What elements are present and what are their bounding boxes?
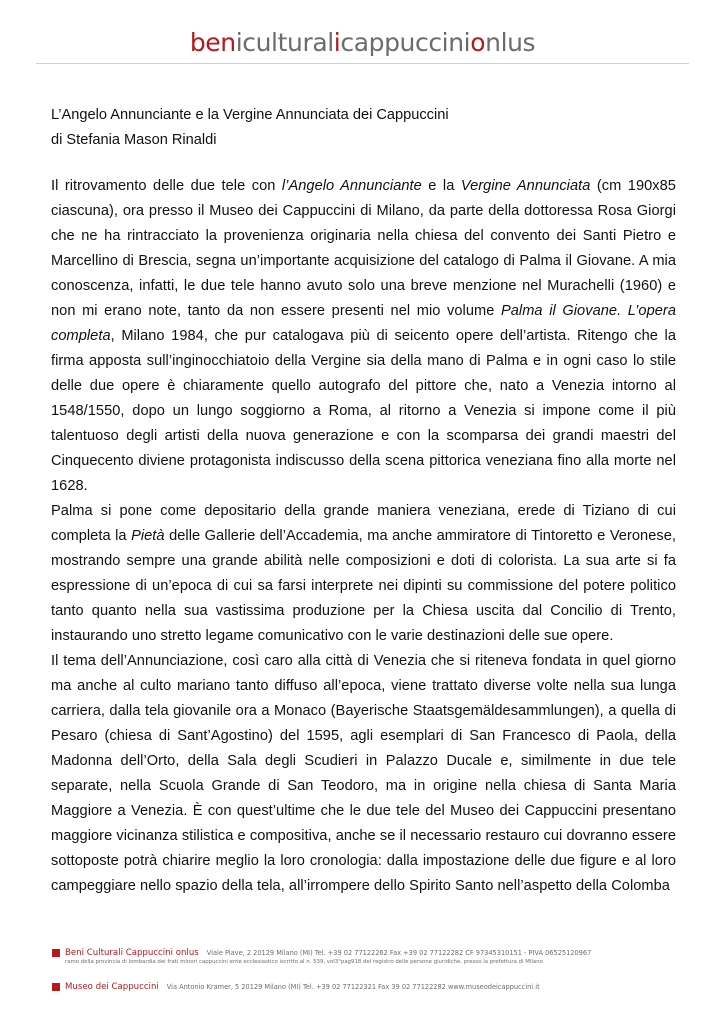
paragraph-text: Il tema dell’Annunciazione, così caro alla città di Venezia che si riteneva fondata in quel giorno ma anche al culto mariano tanto diffuso all’epoca, viene trattato diverse volte nella sua lunga carriera, dalla tela giovanile ora a Monaco (Bayerische Staatsgemäldesammlungen), a quella di Pesaro (chiesa di Sant’Agostino) del 1595, agli esemplari di San Francesco di Paola, della Madonna dell’Orto, della Sala degli Scudieri in Palazzo Ducale e, similmente in due tele separate, nella Scuola Grande di San Teodoro, ma in origine nella chiesa di Santa Maria Maggiore a Venezia. È con quest’ultime che le due tele del Museo dei Cappuccini presentano maggiore vicinanza stilistica e compositiva, anche se il necessario restauro cui dovranno essere sottoposte potrà chiarire meglio la loro cronologia: dalla impostazione delle due figure e al loro campeggiare nello spazio della tela, all’irrompere dello Spirito Santo nell’aspetto della Colomba [51,653,676,894]
paragraph-text: Il ritrovamento delle due tele con [51,178,282,194]
footer-org1-registration: ramo della provincia di lombardia dei frati minori cappuccini ente ecclesiastico iscritto al n. 539, vol3°pag918 del registro delle persone giuridiche, presso la prefettura di Milano [65,959,543,965]
footer [52,948,692,992]
footer-org1-details: Viale Piave, 2 20129 Milano (MI) Tel. +39 02 77122262 Fax +39 02 77122282 CF 97345310151 - PIVA 06525120967 [206,949,592,957]
header-divider [36,63,689,64]
body-paragraph [51,499,676,649]
footer-org2-name: Museo dei Cappuccini [65,982,159,992]
document-author: di Stefania Mason Rinaldi [51,132,217,148]
red-square-bullet-icon [52,949,60,957]
organization-logo [0,28,725,58]
footer-org2 [52,982,692,992]
paragraph-text: (cm 190x85 ciascuna), ora presso il Museo dei Cappuccini di Milano, da parte della dottoressa Rosa Giorgi che ne ha rintracciato la provenienza originaria nella chiesa del convento dei Santi Pietro e Marcellino di Brescia, segna un’importante acquisizione del catalogo di Palma il Giovane. A mia conoscenza, infatti, le due tele hanno avuto solo una breve menzione nel Murachelli (1960) e non mi erano note, tanto da non essere presenti nel mio volume [51,178,676,319]
italic-title-text: l’Angelo Annunciante [281,178,422,194]
red-square-bullet-icon [52,983,60,991]
logo-segment: cultural [242,28,334,57]
paragraph-text: e la [421,178,461,194]
footer-org2-details: Via Antonio Kramer, 5 20129 Milano (MI) Tel. +39 02 77122321 Fax 39 02 77122282 www.museodeicappuccini.it [166,983,540,991]
body-paragraph [51,649,676,899]
italic-title-text: Pietà [131,528,165,544]
paragraph-text: , Milano 1984, che pur catalogava più di seicento opere dell’artista. Ritengo che la firma apposta sull’inginocchiatoio della Vergine sia della mano di Palma e in ogni caso lo stile delle due opere è chiaramente quello autografo del pittore che, nato a Venezia intorno al 1548/1550, dopo un lungo soggiorno a Roma, al ritorno a Venezia si impone come il più talentuoso degli artisti della nuova generazione e con la scomparsa dei grandi maestri del Cinquecento diviene protagonista indiscusso della scena pittorica veneziana fino alla morte nel 1628. [51,328,676,494]
logo-segment: i [235,28,243,57]
logo-segment: i [333,28,341,57]
body-paragraph [51,174,676,499]
footer-org1-name: Beni Culturali Cappuccini onlus [65,948,199,958]
footer-org1 [52,948,692,958]
logo-segment: cappuccini [340,28,471,57]
paragraph-text: delle Gallerie dell’Accademia, ma anche ammiratore di Tintoretto e Veronese, mostrando sempre una grande abilità nelle composizioni e doti di colorista. La sua arte si fa espressione di un’epoca di cui sa farsi interprete nei dipinti su commissione del potere politico tanto quanto nella sua vastissima produzione per la Chiesa uscita dal Concilio di Trento, instaurando uno stretto legame comunicativo con le varie destinazioni delle sue opere. [51,528,676,644]
document-body [51,174,676,899]
paragraph-text: Palma si pone come depositario della grande maniera veneziana, erede di Tiziano di cui completa la [51,503,676,544]
italic-title-text: Vergine Annunciata [460,178,591,194]
logo-segment: ben [189,28,236,57]
logo-segment: nlus [485,28,536,57]
italic-title-text: Palma il Giovane. L’opera completa [51,303,676,344]
document-title: L’Angelo Annunciante e la Vergine Annunciata dei Cappuccini [51,107,449,123]
logo-segment: o [470,28,486,57]
title-block [51,103,681,153]
